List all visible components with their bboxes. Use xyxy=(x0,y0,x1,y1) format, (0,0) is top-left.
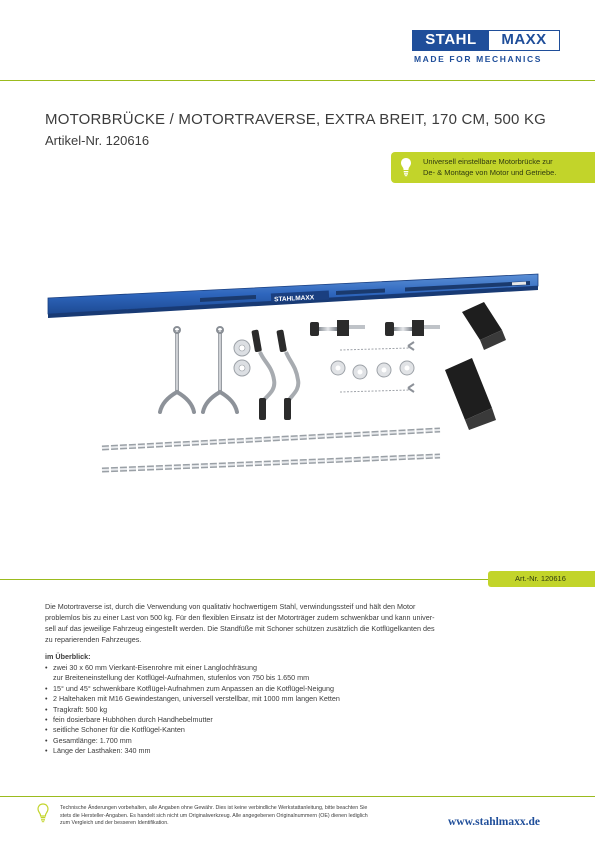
footer-line: Technische Änderungen vorbehalten, alle Angaben ohne Gewähr. Dies ist keine verbindliche Werkstattanleitung, bitte beachten Sie xyxy=(60,805,368,811)
chains xyxy=(102,430,440,470)
overview-item: • Tragkraft: 500 kg xyxy=(45,705,565,715)
description-line: sell auf das jeweilige Fahrzeug eingestellt werden. Die Standfüße mit Schoner schützen zusätzlich die Kotflügelkanten des xyxy=(45,624,435,633)
tip-line-1: Universell einstellbare Motorbrücke zur xyxy=(423,157,553,166)
logo-right-text: MAXX xyxy=(489,31,559,50)
description-line: zu reparierenden Fahrzeuges. xyxy=(45,635,142,644)
hand-levers xyxy=(251,329,298,420)
description-line: Die Motortraverse ist, durch die Verwendung von qualitativ hochwertigem Stahl, verwindungssteif und hält den Motor xyxy=(45,602,416,611)
product-image xyxy=(40,270,560,500)
overview-item: • Gesamtlänge: 1.700 mm xyxy=(45,736,565,746)
tip-box xyxy=(391,152,595,183)
overview-item: • 15° und 45° schwenkbare Kotflügel-Aufnahmen zum Anpassen an die Kotflügel-Neigung xyxy=(45,684,565,694)
fender-feet xyxy=(445,302,506,430)
description-line: problemlos bis zu einer Last von 500 kg. Für den flexiblen Einsatz ist der Motorträger zudem schwenkbar und kann univer- xyxy=(45,613,435,622)
footer-line: stets die Hersteller-Angaben. Es handelt sich nicht um Originalwerkzeug. Alle angegebenen Originalnummern (OE) dienen lediglich xyxy=(60,812,368,819)
overview-item: • fein dosierbare Hubhöhen durch Handhebelmutter xyxy=(45,715,565,725)
tip-line-2: De- & Montage von Motor und Getriebe. xyxy=(423,167,557,177)
website-link[interactable]: www.stahlmaxx.de xyxy=(448,816,541,828)
overview-item: • seitliche Schoner für die Kotflügel-Kanten xyxy=(45,725,565,735)
logo-left-text: STAHL xyxy=(413,31,489,50)
footer-divider xyxy=(0,796,595,797)
overview-heading: im Überblick: xyxy=(45,652,91,661)
washers-left xyxy=(234,340,250,376)
brand-tagline: MADE FOR MECHANICS xyxy=(414,54,542,64)
footer-line: zum Vergleich und der besseren Identifikation. xyxy=(60,820,169,826)
overview-item: • 2 Haltehaken mit M16 Gewindestangen, universell verstellbar, mit 1000 mm langen Ketten xyxy=(45,694,565,704)
article-badge: Art.-Nr. 120616 xyxy=(488,571,595,587)
lightbulb-icon xyxy=(37,803,49,823)
overview-item-continuation: zur Breiteneinstellung der Kotflügel-Aufnahmen, stufenlos von 750 bis 1.650 mm xyxy=(53,673,310,683)
page-title: MOTORBRÜCKE / MOTORTRAVERSE, EXTRA BREIT, 170 CM, 500 KG xyxy=(45,111,547,128)
footer-disclaimer xyxy=(60,805,420,828)
threaded-rods xyxy=(310,320,440,336)
description xyxy=(45,601,565,645)
hook-left xyxy=(160,327,194,412)
beam-logo: STAHLMAXX xyxy=(273,294,315,304)
lightbulb-icon xyxy=(400,157,412,177)
brand-logo xyxy=(412,30,560,64)
overview-list xyxy=(45,663,565,757)
logo-box xyxy=(412,30,560,51)
article-number: Artikel-Nr. 120616 xyxy=(45,133,150,148)
hook-right xyxy=(203,327,237,412)
overview-item: • zwei 30 x 60 mm Vierkant-Eisenrohre mit einer Langlochfräsung xyxy=(45,663,565,673)
tip-text xyxy=(423,157,591,178)
overview-item: • Länge der Lasthaken: 340 mm xyxy=(45,746,565,756)
small-washers xyxy=(331,342,414,392)
top-divider xyxy=(0,80,595,81)
